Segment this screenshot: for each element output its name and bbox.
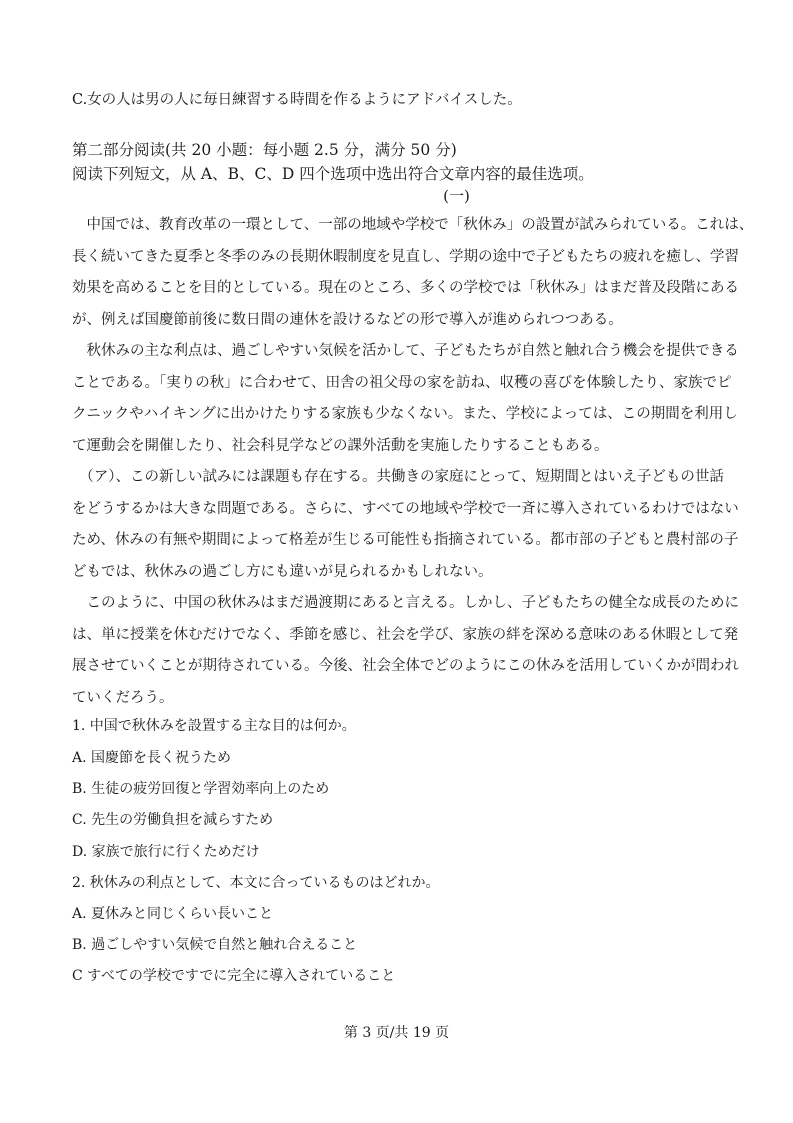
paragraph-line: ことである。「実りの秋」に合わせて、田舎の祖父母の家を訪ね、収穫の喜びを体験したり、家族でピ: [72, 374, 732, 391]
paragraph-line: 効果を高めることを目的としている。現在のところ、多くの学校では「秋休み」はまだ普及段階にある: [72, 280, 739, 296]
question-1-option-a: A. 国慶節を長く祝うため: [72, 750, 232, 766]
question-1-stem: 1. 中国で秋休みを設置する主な目的は何か。: [72, 718, 356, 734]
paragraph-line: て運動会を開催したり、社会科見学などの課外活動を実施したりすることもある。: [72, 437, 609, 454]
paragraph-line: は、単に授業を休むだけでなく、季節を感じ、社会を学び、家族の絆を深める意味のある休暇として発: [72, 626, 739, 643]
question-2-option-a: A. 夏休みと同じくらい長いこと: [72, 906, 274, 922]
passage-paragraph-1: [72, 210, 754, 336]
question-1-option-d: D. 家族で旅行に行くためだけ: [72, 844, 260, 860]
paragraph-line: が、例えば国慶節前後に数日間の連休を設けるなどの形で導入が進められつつある。: [72, 311, 623, 328]
question-2-option-b: B. 過ごしやすい気候で自然と触れ合えること: [72, 937, 358, 953]
passage-number: (一): [443, 187, 470, 205]
question-1-option-b: B. 生徒の疲労回復と学習効率向上のため: [72, 781, 330, 797]
paragraph-line: 中国では、教育改革の一環として、一部の地域や学校で「秋休み」の設置が試みられている。これは、: [72, 217, 754, 233]
paragraph-line: ていくだろう。: [72, 689, 174, 706]
passage-paragraph-2: [72, 336, 739, 462]
previous-question-option: C.女の人は男の人に毎日練習する時間を作るようにアドバイスした。: [72, 92, 522, 108]
paragraph-line: 長く続いてきた夏季と冬季のみの長期休暇制度を見直し、学期の途中で子どもたちの疲れを癒し、学習: [72, 248, 739, 265]
paragraph-line: 秋休みの主な利点は、過ごしやすい気候を活かして、子どもたちが自然と触れ合う機会を提供できる: [72, 343, 739, 359]
passage-paragraph-4: [72, 588, 739, 714]
paragraph-line: ため、休みの有無や期間によって格差が生じる可能性も指摘されている。都市部の子どもと農村部の子: [72, 532, 739, 548]
paragraph-line: をどうするかは大きな問題である。さらに、すべての地域や学校で一斉に導入されているわけではない: [72, 500, 739, 517]
question-2-stem: 2. 秋休みの利点として、本文に合っているものはどれか。: [72, 875, 440, 891]
paragraph-line: どもでは、秋休みの過ごし方にも違いが見られるかもしれない。: [72, 563, 493, 580]
paragraph-line: クニックやハイキングに出かけたりする家族も少なくない。また、学校によっては、この期間を利用し: [72, 406, 738, 422]
passage-paragraph-3: [72, 462, 739, 588]
section-instruction: 阅读下列短文，从 A、B、C、D 四个选项中选出符合文章内容的最佳选项。: [72, 165, 594, 183]
page-footer: 第 3 页/共 19 页: [343, 1025, 450, 1041]
paragraph-line: 展させていくことが期待されている。今後、社会全体でどのようにこの休みを活用していくかが問われ: [72, 658, 739, 674]
question-1-option-c: C. 先生の労働負担を減らすため: [72, 812, 274, 828]
paragraph-line: このように、中国の秋休みはまだ過渡期にあると言える。しかし、子どもたちの健全な成長のために: [72, 595, 739, 611]
paragraph-line: （ア）、この新しい試みには課題も存在する。共働きの家庭にとって、短期間とはいえ子どもの世話: [72, 469, 724, 485]
question-2-option-c: C すべての学校ですでに完全に導入されていること: [72, 968, 396, 984]
section-title: 第二部分阅读(共 20 小题：每小题 2.5 分，满分 50 分): [72, 141, 457, 159]
